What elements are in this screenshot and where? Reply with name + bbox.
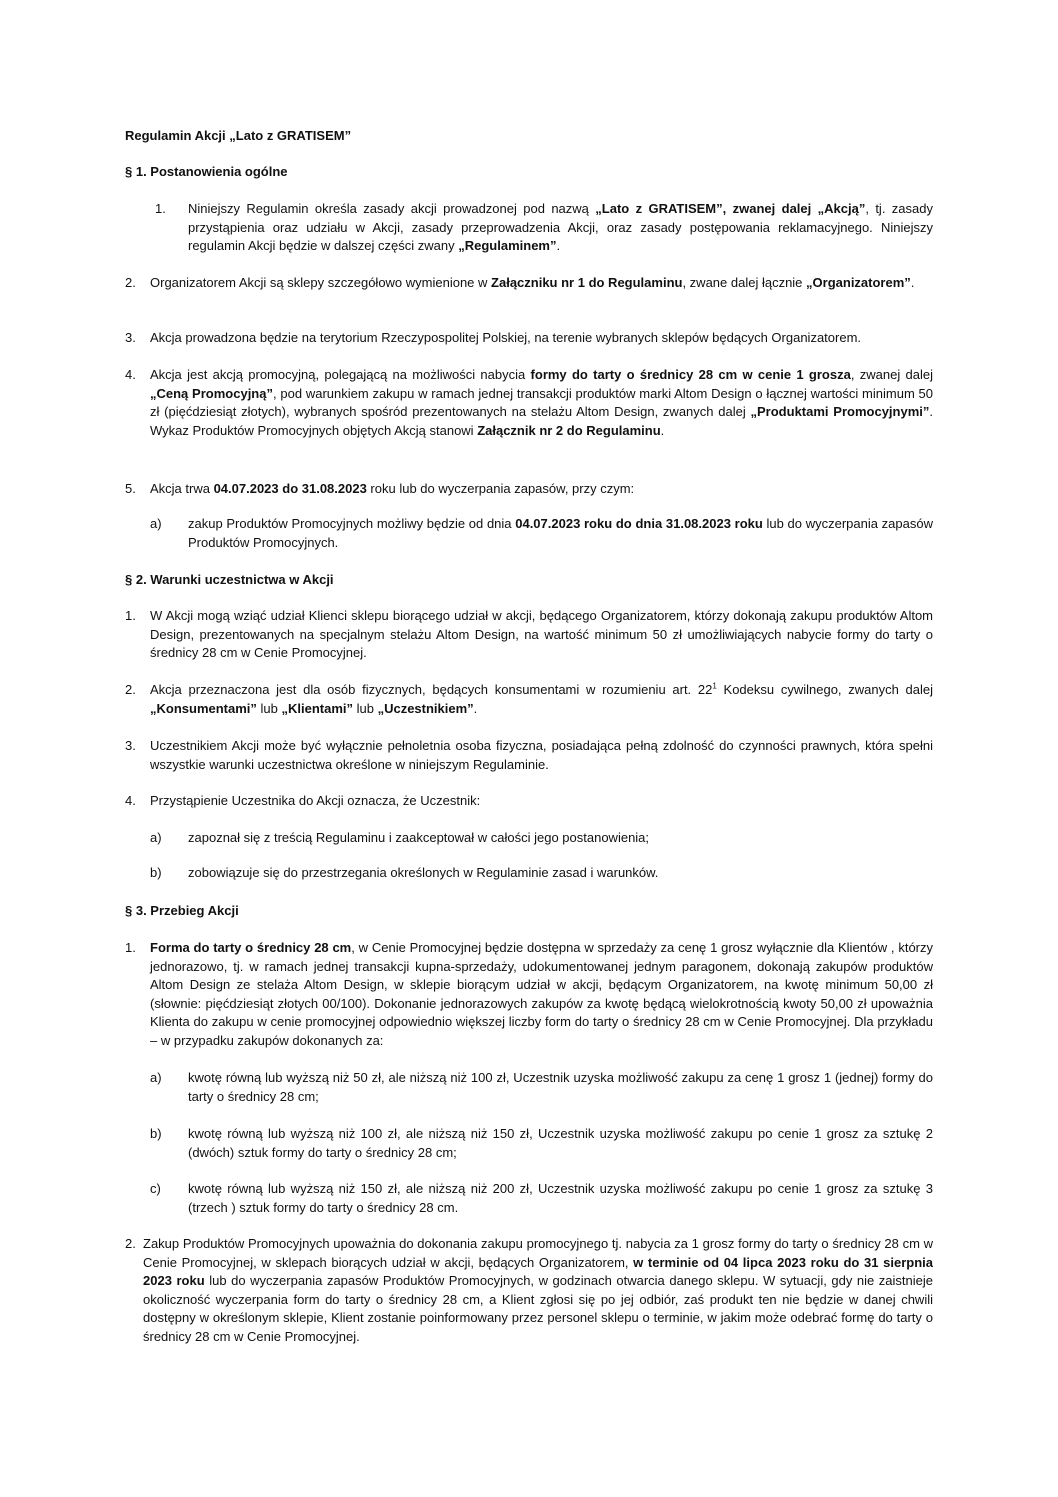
s2-p4-number: 4. [125,793,136,808]
s2-p2-number: 2. [125,682,136,697]
s3-paragraph-1c: kwotę równą lub wyższą niż 150 zł, ale niższą niż 200 zł, Uczestnik uzyska możliwość zakupu po cenie 1 grosz za sztukę 3 (trzech ) sztuk formy do tarty o średnicy 28 cm. [188,1181,933,1215]
s1-paragraph-3: Akcja prowadzona będzie na terytorium Rzeczypospolitej Polskiej, na terenie wybranych sklepów będących Organizatorem. [150,330,862,345]
section-2-heading: § 2. Warunki uczestnictwa w Akcji [125,572,334,587]
s3-paragraph-2: Zakup Produktów Promocyjnych upoważnia do dokonania zakupu promocyjnego tj. nabycia za 1 grosz formy do tarty o średnicy 28 cm w Cenie Promocyjnej, w sklepach biorących udział w akcji, będących Organizatorem, w terminie od 04 lipca 2023 roku do 31 sierpnia 2023 roku lub do wyczerpania zapasów Produktów Promocyjnych, w godzinach otwarcia danego sklepu. W sytuacji, gdy nie zaistnieje okoliczność wyczerpania form do tarty o średnicy 28 cm, a Klient zgłosi się po jej odbiór, zaś produkt ten nie będzie w danej chwili dostępny w określonym sklepie, Klient zostanie poinformowany przez personel sklepu o terminie, w jakim może odebrać formę do tarty o średnicy 28 cm w Cenie Promocyjnej. [143,1236,934,1344]
s2-paragraph-4a: zapoznał się z treścią Regulaminu i zaakceptował w całości jego postanowienia; [188,830,650,845]
s1-p3-number: 3. [125,330,136,345]
s1-paragraph-5: Akcja trwa 04.07.2023 do 31.08.2023 roku lub do wyczerpania zapasów, przy czym: [150,481,635,496]
s3-paragraph-1b: kwotę równą lub wyższą niż 100 zł, ale niższą niż 150 zł, Uczestnik uzyska możliwość zakupu po cenie 1 grosz za sztukę 2 (dwóch) sztuk formy do tarty o średnicy 28 cm; [188,1126,933,1160]
s2-p1-number: 1. [125,608,136,623]
s1-paragraph-5a: zakup Produktów Promocyjnych możliwy będzie od dnia 04.07.2023 roku do dnia 31.08.2023 roku lub do wyczerpania zapasów Produktów Promocyjnych. [188,516,933,550]
s2-paragraph-4b: zobowiązuje się do przestrzegania określonych w Regulaminie zasad i warunków. [188,865,659,880]
s3-p1b-letter: b) [150,1126,162,1141]
s1-paragraph-1: Niniejszy Regulamin określa zasady akcji prowadzonej pod nazwą „Lato z GRATISEM”, zwanej dalej „Akcją”, tj. zasady przystąpienia oraz udziału w Akcji, zasady przeprowadzenia Akcji, oraz zasady postępowania reklamacyjnego. Niniejszy regulamin Akcji będzie w dalszej części zwany „Regulaminem”. [188,201,934,253]
s1-p4-number: 4. [125,367,136,382]
s2-paragraph-3: Uczestnikiem Akcji może być wyłącznie pełnoletnia osoba fizyczna, posiadająca pełną zdolność do czynności prawnych, która spełni wszystkie warunki uczestnictwa określone w niniejszym Regulaminie. [150,738,933,772]
s1-p5a-letter: a) [150,516,162,531]
s2-p4a-letter: a) [150,830,162,845]
s2-paragraph-4: Przystąpienie Uczestnika do Akcji oznacza, że Uczestnik: [150,793,481,808]
s1-paragraph-2: Organizatorem Akcji są sklepy szczegółowo wymienione w Załączniku nr 1 do Regulaminu, zwane dalej łącznie „Organizatorem”. [150,275,915,290]
s3-p1c-letter: c) [150,1181,161,1196]
s2-paragraph-2: Akcja przeznaczona jest dla osób fizycznych, będących konsumentami w rozumieniu art. $22^1$ Kodeksu cywilnego, zwanych dalej „Konsumentami” lub „Klientami” lub „Uczestnikiem”. [150,681,934,716]
s1-p5-number: 5. [125,481,136,496]
s3-p1a-letter: a) [150,1070,162,1085]
s1-paragraph-4: Akcja jest akcją promocyjną, polegającą na możliwości nabycia formy do tarty o średnicy 28 cm w cenie 1 grosza, zwanej dalej „Ceną Promocyjną”, pod warunkiem zakupu w ramach jednej transakcji produktów marki Altom Design o łącznej wartości minimum 50 zł (pięćdziesiąt złotych), wybranych spośród prezentowanych na stelażu Altom Design, zwanych dalej „Produktami Promocyjnymi”. Wykaz Produktów Promocyjnych objętych Akcją stanowi Załącznik nr 2 do Regulaminu. [150,367,933,438]
s3-paragraph-1: Forma do tarty o średnicy 28 cm, w Cenie Promocyjnej będzie dostępna w sprzedaży za cenę 1 grosz wyłącznie dla Klientów , którzy jednorazowo, tj. w ramach jednej transakcji kupna-sprzedaży, udokumentowanej jednym paragonem, dokonają zakupów produktów Altom Design ze stelaża Altom Design, w sklepie biorącym udział w akcji, będącym Organizatorem, na kwotę minimum 50,00 zł (słownie: pięćdziesiąt złotych 00/100). Dokonanie jednorazowych zakupów za kwotę będącą wielokrotnością kwoty 50,00 zł upoważnia Klienta do zakupu w cenie promocyjnej odpowiednio większej liczby form do tarty o średnicy 28 cm w Cenie Promocyjnej. Dla przykładu – w przypadku zakupów dokonanych za: [150,940,934,1048]
s2-p3-number: 3. [125,738,136,753]
s3-paragraph-1a: kwotę równą lub wyższą niż 50 zł, ale niższą niż 100 zł, Uczestnik uzyska możliwość zakupu za cenę 1 grosz 1 (jednej) formy do tarty o średnicy 28 cm; [188,1070,933,1104]
section-1-heading: § 1. Postanowienia ogólne [125,164,288,179]
s1-p1-number: 1. [155,201,166,216]
document-title: Regulamin Akcji „Lato z GRATISEM” [125,128,352,143]
s3-p2-number: 2. [125,1236,136,1251]
s2-paragraph-1: W Akcji mogą wziąć udział Klienci sklepu biorącego udział w akcji, będącego Organizatorem, którzy dokonają zakupu produktów Altom Design, prezentowanych na specjalnym stelażu Altom Design, na wartość minimum 50 zł umożliwiających nabycie formy do tarty o średnicy 28 cm w Cenie Promocyjnej. [150,608,933,660]
section-3-heading: § 3. Przebieg Akcji [125,903,239,918]
s2-p4b-letter: b) [150,865,162,880]
s3-p1-number: 1. [125,940,136,955]
s1-p2-number: 2. [125,275,136,290]
